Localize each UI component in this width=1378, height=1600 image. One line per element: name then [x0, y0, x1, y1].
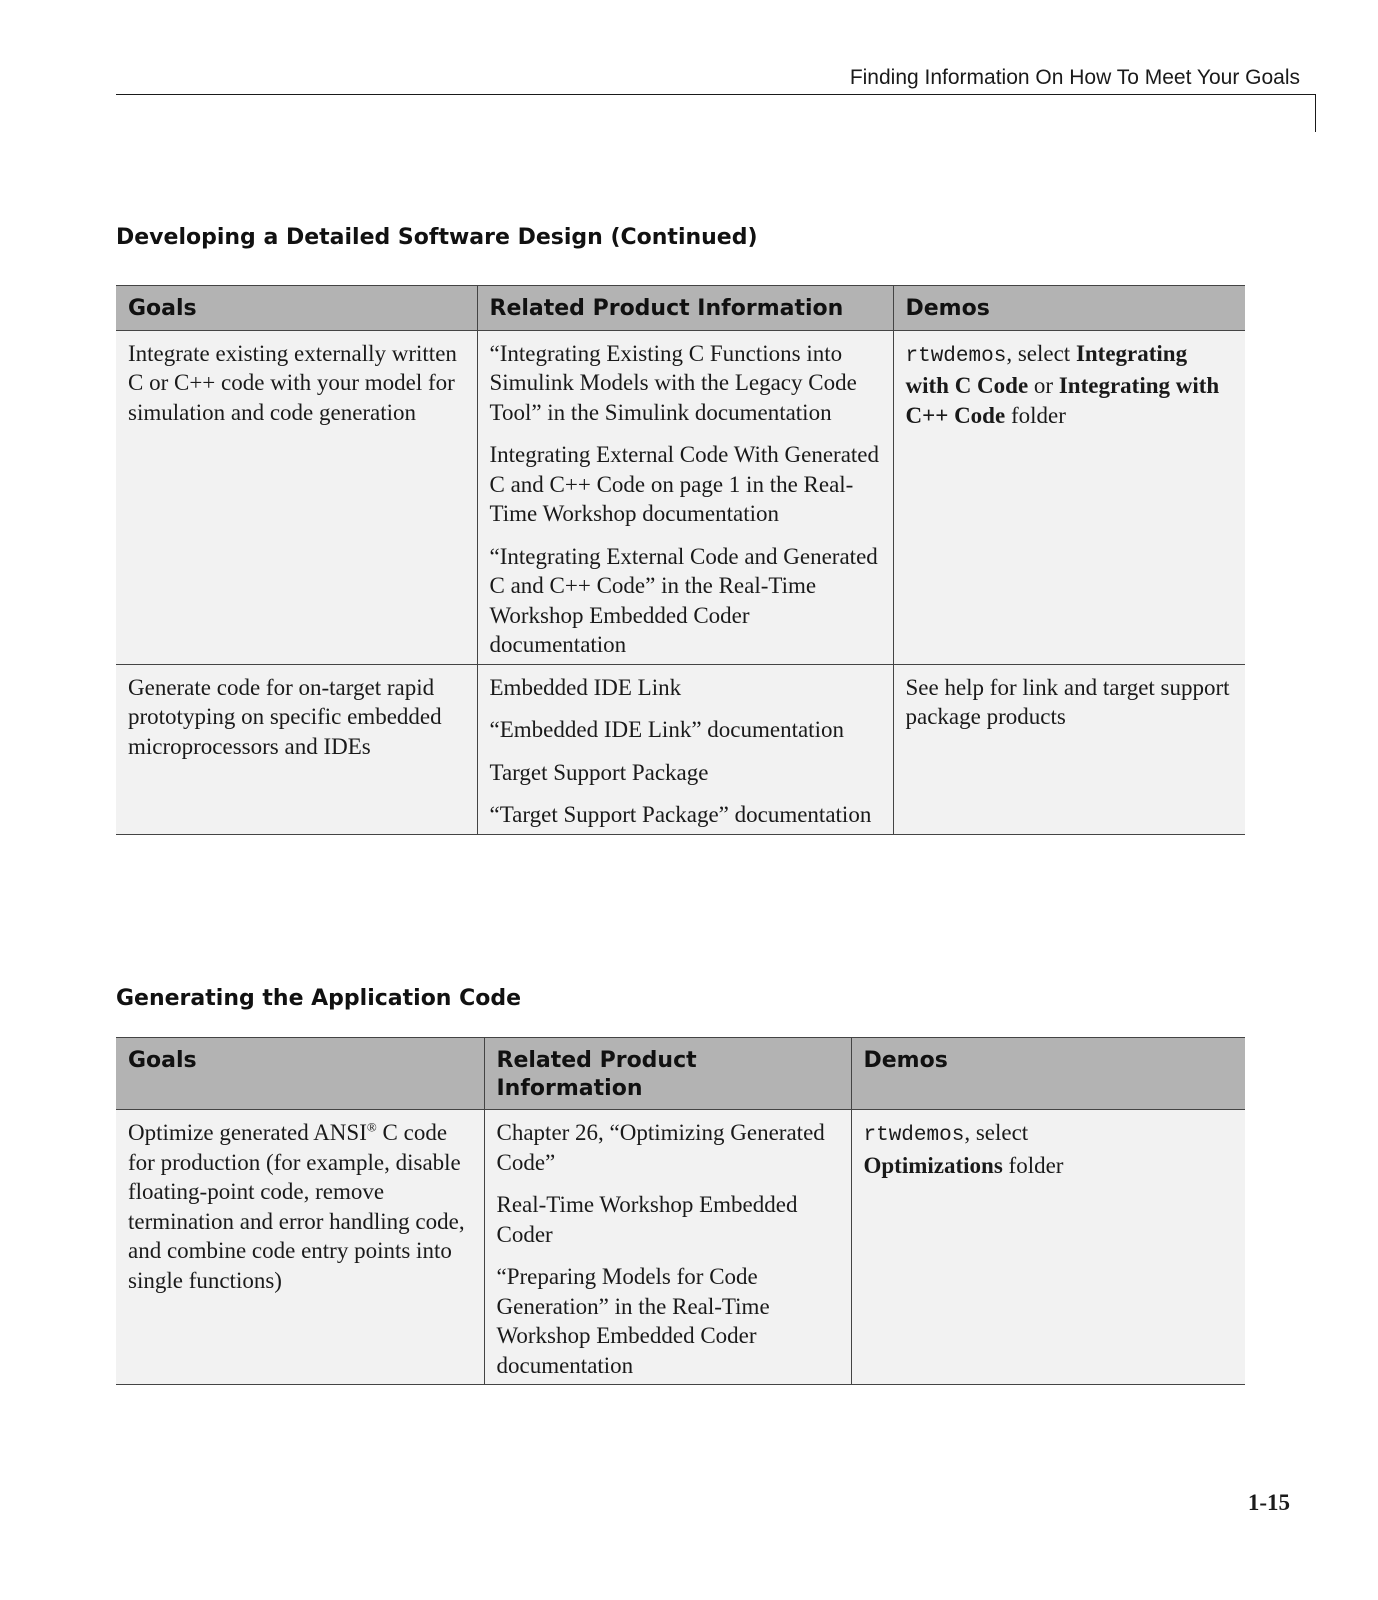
column-header-demos: Demos: [893, 286, 1245, 331]
table-row: [116, 664, 1245, 834]
related-info-cell: [477, 664, 893, 834]
related-info-cell: [477, 330, 893, 664]
info-item: “Preparing Models for Code Generation” in the Real-Time Workshop Embedded Coder documentation: [496, 1264, 770, 1378]
demo-command: rtwdemos: [905, 344, 1007, 368]
application-code-table: [116, 1037, 1245, 1385]
header-corner-tick: [1315, 94, 1316, 132]
column-header-goals: Goals: [116, 1038, 484, 1110]
demo-folder-text: folder: [1008, 1152, 1064, 1178]
demo-or-text: or: [1033, 373, 1054, 398]
demo-folder-c: Integrating with C Code: [905, 340, 1188, 398]
table-header-row: [116, 286, 1245, 331]
goal-text-start: Optimize generated ANSI: [128, 1120, 367, 1145]
demo-cell: [851, 1110, 1245, 1385]
demo-folder-cpp: Integrating with C++ Code: [905, 373, 1220, 428]
goal-text-rest: C code for production (for example, disable floating-point code, remove termination and error handling code, and combine code entry points into single functions): [128, 1120, 465, 1293]
goal-cell: Generate code for on-target rapid prototyping on specific embedded microprocessors and IDEs: [116, 664, 477, 834]
column-header-demos: Demos: [851, 1038, 1245, 1110]
related-info-cell: [484, 1110, 851, 1385]
demo-cell: See help for link and target support package products: [893, 664, 1245, 834]
info-item: “Integrating External Code and Generated C and C++ Code” in the Real-Time Workshop Embedded Coder documentation: [489, 543, 878, 657]
demo-folder-text: folder: [1010, 402, 1066, 428]
goal-cell: [116, 1110, 484, 1385]
section-title-application-code: Generating the Application Code: [116, 986, 522, 1011]
demo-select-text: , select: [964, 1120, 1029, 1145]
column-header-related-info: Related Product Information: [484, 1038, 851, 1110]
info-item: “Target Support Package” documentation: [489, 802, 872, 827]
goal-cell: Integrate existing externally written C or C++ code with your model for simulation and code generation: [116, 330, 477, 664]
demo-folder-optimizations: Optimizations: [863, 1152, 1003, 1178]
column-header-related-info: Related Product Information: [477, 286, 893, 331]
table-row: [116, 330, 1245, 664]
demo-cell: [893, 330, 1245, 664]
running-header: Finding Information On How To Meet Your Goals: [849, 66, 1300, 89]
info-item: Real-Time Workshop Embedded Coder: [496, 1192, 798, 1247]
demo-command: rtwdemos: [863, 1124, 965, 1147]
section-title-software-design: Developing a Detailed Software Design (Continued): [116, 225, 758, 250]
page-number: 1-15: [1247, 1490, 1290, 1515]
table-header-row: [116, 1038, 1245, 1110]
info-item: Integrating External Code With Generated C and C++ Code on page 1 in the Real-Time Workshop documentation: [489, 442, 880, 526]
table-row: [116, 1110, 1245, 1385]
column-header-goals: Goals: [116, 286, 477, 331]
info-item: Chapter 26, “Optimizing Generated Code”: [496, 1120, 825, 1175]
header-rule: [116, 94, 1316, 95]
software-design-table: [116, 285, 1245, 835]
info-item: Embedded IDE Link: [489, 674, 682, 700]
info-item: “Embedded IDE Link” documentation: [489, 717, 844, 742]
registered-mark: ®: [366, 1119, 377, 1135]
info-item: Target Support Package: [489, 759, 709, 785]
demo-select-text: , select: [1006, 340, 1071, 366]
info-item: “Integrating Existing C Functions into Simulink Models with the Legacy Code Tool” in the Simulink documentation: [489, 340, 857, 425]
